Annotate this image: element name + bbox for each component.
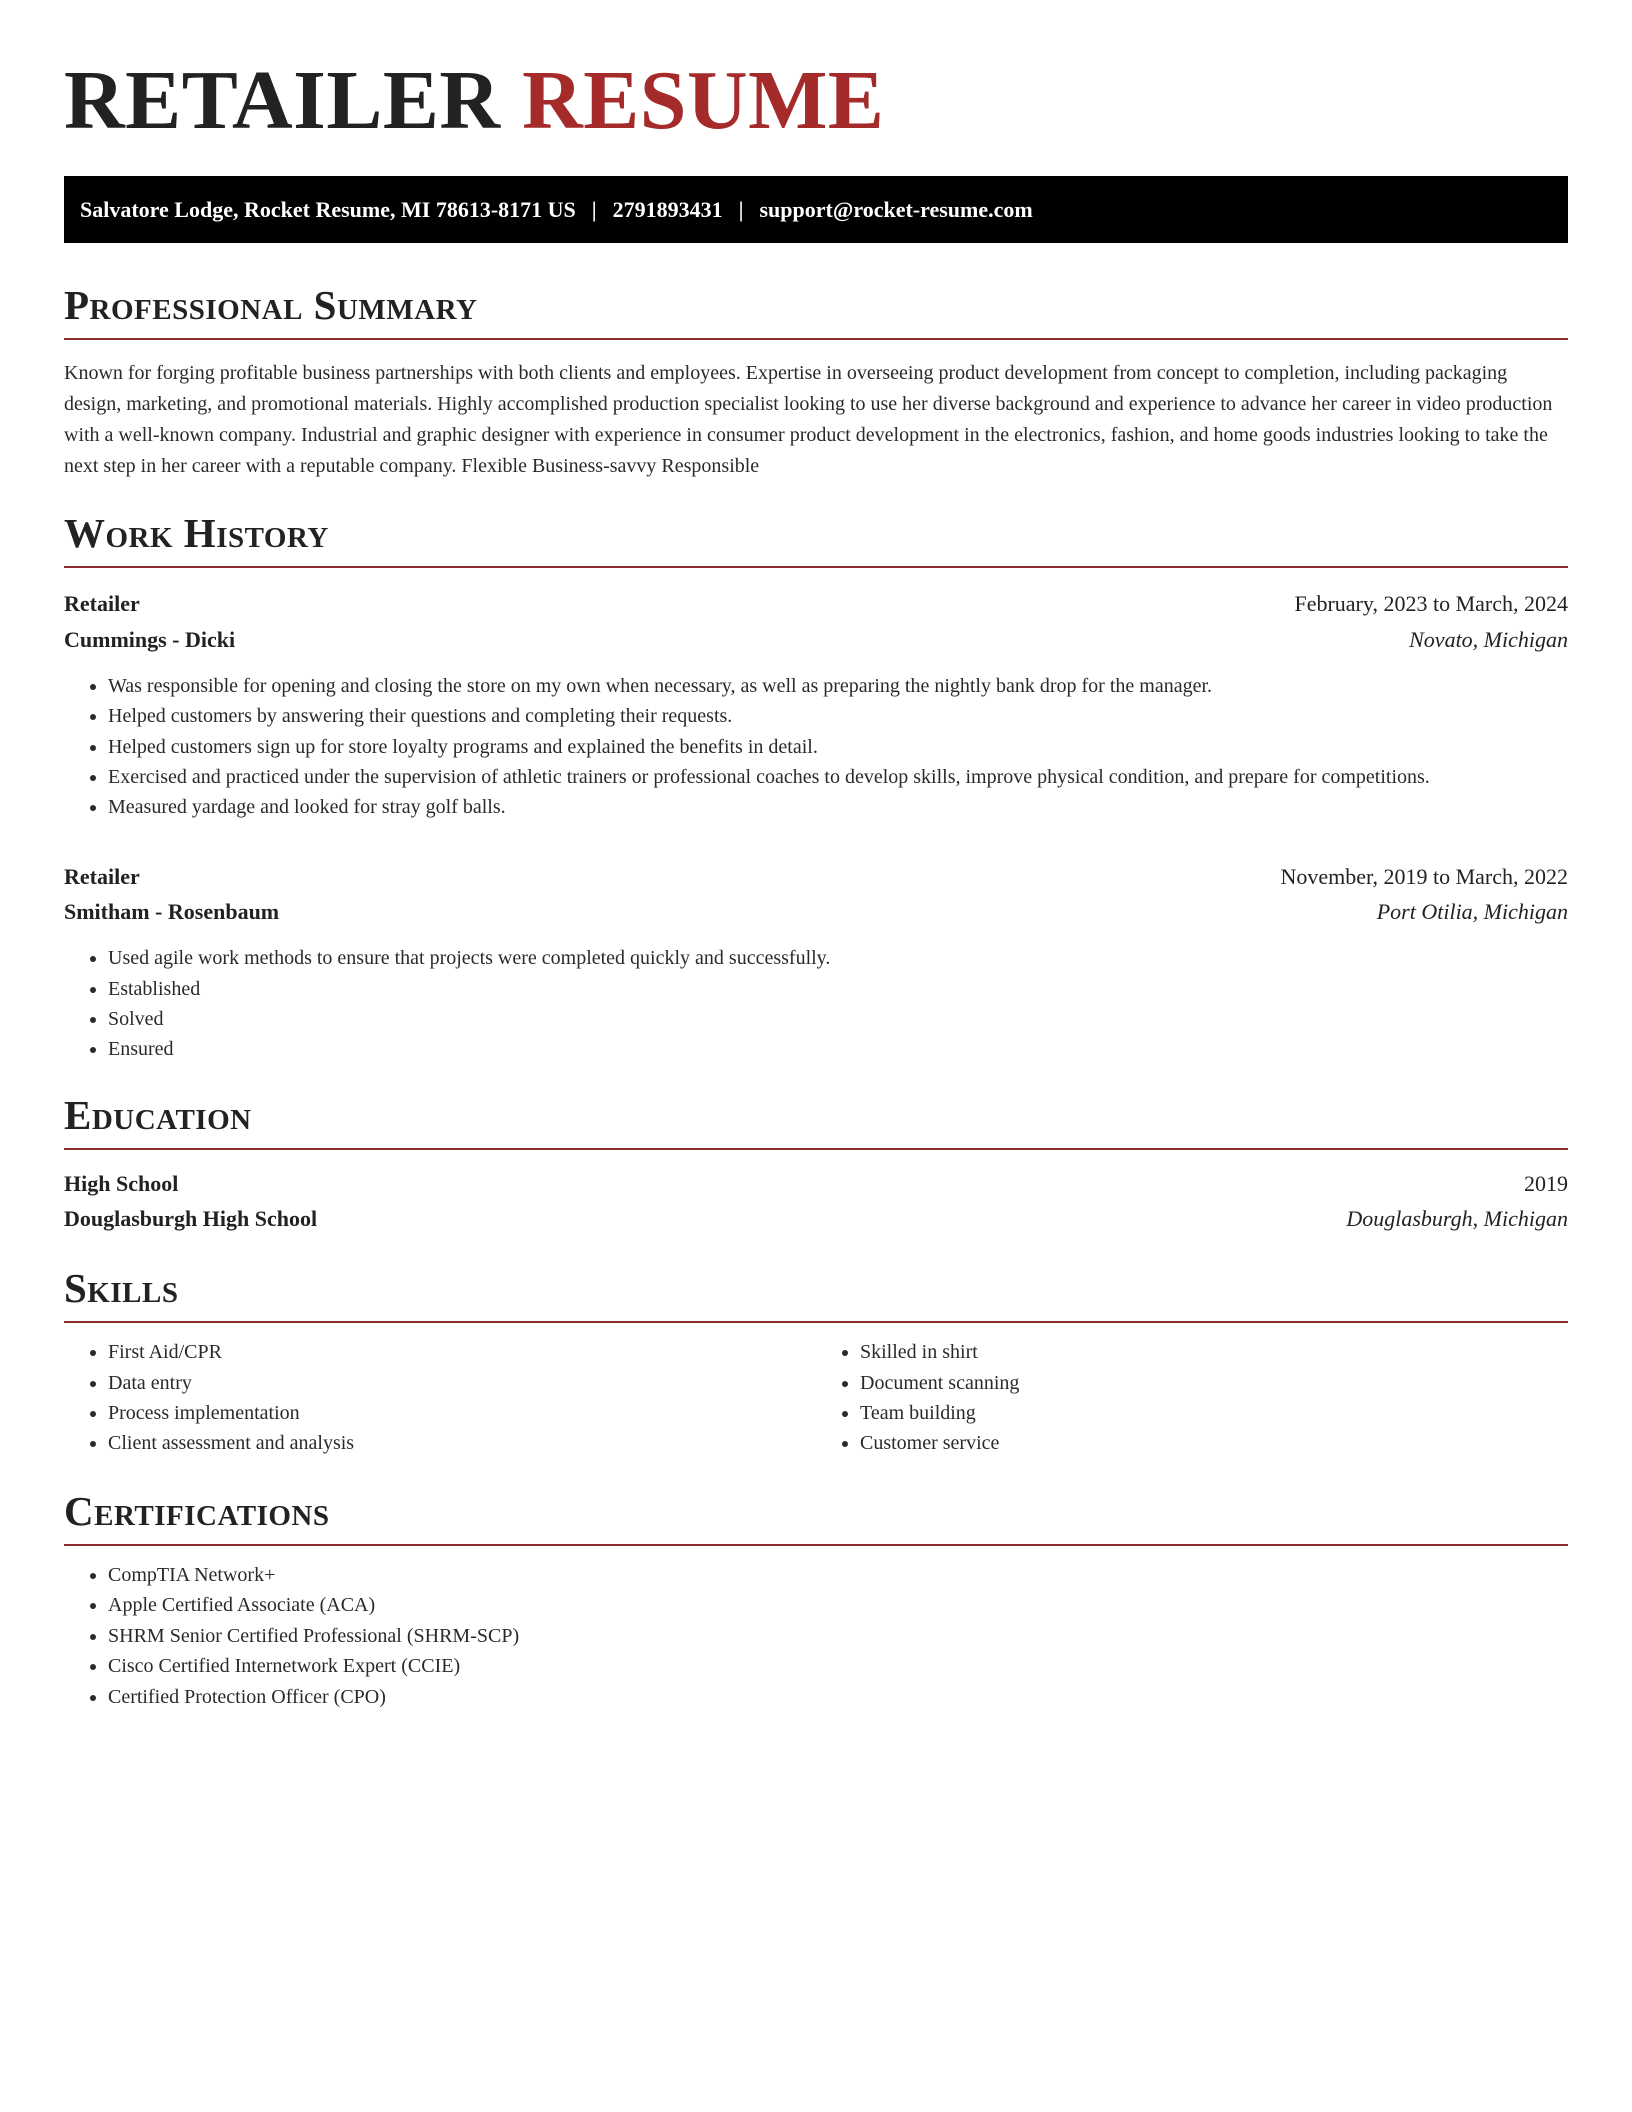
job-bullet: • Solved: [108, 1004, 1568, 1034]
contact-separator: |: [738, 196, 744, 222]
certification-item: • Apple Certified Associate (ACA): [108, 1590, 1568, 1620]
summary-text: Known for forging profitable business partnerships with both clients and employees. Expertise in overseeing product development from concept to completion, including packaging design, marketing, and promotional materials. Highly accomplished production specialist looking to use her diverse background and experience to advance her career in video production with a well-known company. Industrial and graphic designer with experience in consumer product development in the electronics, fashion, and home goods industries looking to take the next step in her career with a reputable company. Flexible Business-savvy Responsible: [64, 362, 1553, 477]
summary-heading: Professional Summary: [64, 283, 1568, 340]
job-title-row: [64, 859, 1568, 894]
education-section: [64, 1093, 1568, 1236]
job-entry: [64, 859, 1568, 1065]
skill-item: • Customer service: [860, 1428, 1568, 1458]
contact-phone: 2791893431: [612, 196, 723, 222]
certifications-heading: Certifications: [64, 1489, 1568, 1546]
skill-item: • Process implementation: [108, 1398, 816, 1428]
skills-column-right: [816, 1337, 1568, 1459]
certification-item: • SHRM Senior Certified Professional (SHRM-SCP): [108, 1621, 1568, 1651]
skill-item: • First Aid/CPR: [108, 1337, 816, 1367]
contact-separator: |: [591, 196, 597, 222]
title-accent-word: RESUME: [522, 54, 885, 147]
job-company-row: [64, 894, 1568, 929]
job-title: Retailer: [64, 863, 140, 889]
job-company: Smitham - Rosenbaum: [64, 898, 280, 924]
skills-section: [64, 1266, 1568, 1459]
job-title: Retailer: [64, 591, 140, 617]
education-school-row: [64, 1201, 1568, 1236]
skill-item: • Data entry: [108, 1368, 816, 1398]
skill-item: • Client assessment and analysis: [108, 1428, 816, 1458]
certification-item: • Certified Protection Officer (CPO): [108, 1682, 1568, 1712]
contact-address: Salvatore Lodge, Rocket Resume, MI 78613-8171 US: [80, 196, 576, 222]
work-history-section: [64, 511, 1568, 1064]
summary-section: [64, 283, 1568, 481]
education-entry: [64, 1166, 1568, 1236]
certifications-list: [64, 1560, 1568, 1712]
skills-heading: Skills: [64, 1266, 1568, 1323]
skill-item: • Skilled in shirt: [860, 1337, 1568, 1367]
skills-grid: [64, 1337, 1568, 1459]
education-degree-row: [64, 1166, 1568, 1201]
education-heading: Education: [64, 1093, 1568, 1150]
job-dates: November, 2019 to March, 2022: [1280, 863, 1568, 889]
job-bullet: • Ensured: [108, 1034, 1568, 1064]
skill-item: • Team building: [860, 1398, 1568, 1428]
work-history-heading: Work History: [64, 511, 1568, 568]
job-bullet: • Used agile work methods to ensure that projects were completed quickly and successfully.: [108, 943, 1568, 973]
education-year: 2019: [1524, 1170, 1568, 1196]
certification-item: • Cisco Certified Internetwork Expert (CCIE): [108, 1651, 1568, 1681]
education-degree: High School: [64, 1170, 179, 1196]
job-entry: [64, 586, 1568, 822]
job-bullet: • Was responsible for opening and closing the store on my own when necessary, as well as preparing the nightly bank drop for the manager.: [108, 671, 1568, 701]
job-location: Novato, Michigan: [1409, 626, 1568, 652]
title-first-word: RETAILER: [64, 54, 501, 147]
job-bullet: • Helped customers sign up for store loyalty programs and explained the benefits in detail.: [108, 732, 1568, 762]
certification-item: • CompTIA Network+: [108, 1560, 1568, 1590]
education-location: Douglasburgh, Michigan: [1346, 1206, 1568, 1231]
contact-email: support@rocket-resume.com: [759, 196, 1033, 222]
job-title-row: [64, 586, 1568, 621]
job-bullet: • Measured yardage and looked for stray golf balls.: [108, 792, 1568, 822]
education-school: Douglasburgh High School: [64, 1206, 318, 1231]
resume-title: [64, 54, 1568, 148]
job-company: Cummings - Dicki: [64, 626, 236, 652]
job-bullet: • Exercised and practiced under the supervision of athletic trainers or professional coaches to develop skills, improve physical condition, and prepare for competitions.: [108, 762, 1568, 792]
job-dates: February, 2023 to March, 2024: [1294, 591, 1568, 617]
job-company-row: [64, 622, 1568, 657]
job-bullet: • Helped customers by answering their questions and completing their requests.: [108, 701, 1568, 731]
skill-item: • Document scanning: [860, 1368, 1568, 1398]
job-bullets: [64, 671, 1568, 823]
contact-bar: [64, 176, 1568, 243]
job-bullets: [64, 943, 1568, 1065]
job-location: Port Otilia, Michigan: [1376, 898, 1568, 924]
skills-column-left: [64, 1337, 816, 1459]
job-bullet: • Established: [108, 974, 1568, 1004]
certifications-section: [64, 1489, 1568, 1712]
